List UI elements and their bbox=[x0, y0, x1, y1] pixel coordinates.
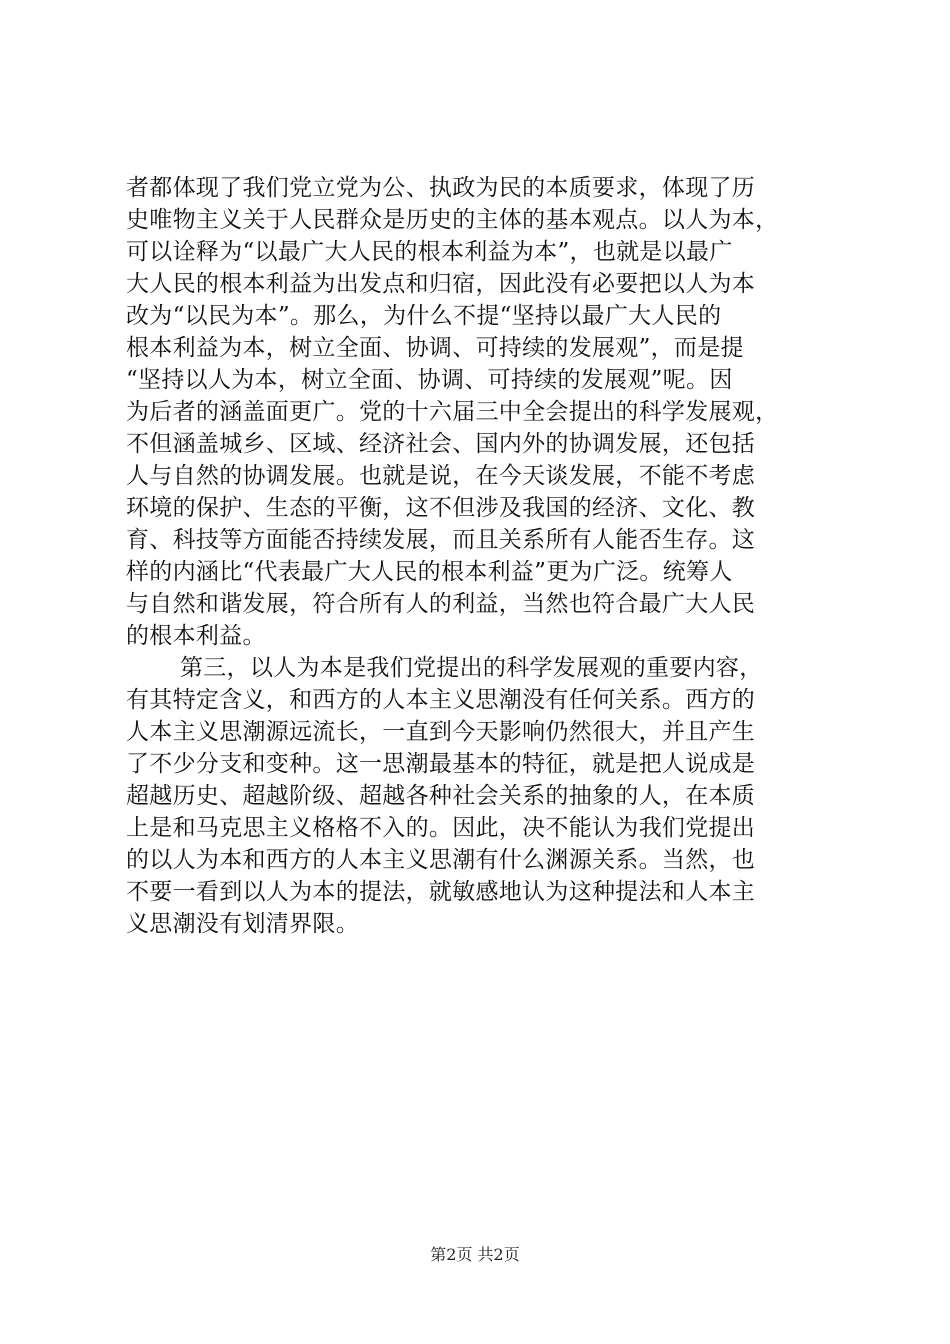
text-line: 与自然和谐发展，符合所有人的利益，当然也符合最广大人民 bbox=[126, 591, 756, 617]
text-line: 人本主义思潮源远流长，一直到今天影响仍然很大，并且产生 bbox=[126, 719, 756, 745]
text-line: 的以人为本和西方的人本主义思潮有什么渊源关系。当然，也 bbox=[126, 847, 756, 873]
page-number-footer: 第2页 共2页 bbox=[430, 1245, 520, 1264]
text-line: 不要一看到以人为本的提法，就敏感地认为这种提法和人本主 bbox=[126, 879, 756, 905]
text-line: 的根本利益。 bbox=[126, 623, 266, 649]
text-line: 史唯物主义关于人民群众是历史的主体的基本观点。以人为本， bbox=[126, 207, 779, 233]
text-line: 上是和马克思主义格格不入的。因此，决不能认为我们党提出 bbox=[126, 815, 756, 841]
text-line: 了不少分支和变种。这一思潮最基本的特征，就是把人说成是 bbox=[126, 751, 756, 777]
text-line: 样的内涵比“代表最广大人民的根本利益”更为广泛。统筹人 bbox=[126, 559, 733, 585]
text-line: 改为“以民为本”。那么，为什么不提“坚持以最广大人民的 bbox=[126, 303, 722, 329]
document-body bbox=[126, 172, 826, 940]
text-line: 者都体现了我们党立党为公、执政为民的本质要求，体现了历 bbox=[126, 175, 756, 201]
text-line: “坚持以人为本，树立全面、协调、可持续的发展观”呢。因 bbox=[126, 367, 733, 393]
text-line: 不但涵盖城乡、区域、经济社会、国内外的协调发展，还包括 bbox=[126, 431, 756, 457]
text-line: 环境的保护、生态的平衡，这不但涉及我国的经济、文化、教 bbox=[126, 495, 756, 521]
text-line: 有其特定含义，和西方的人本主义思潮没有任何关系。西方的 bbox=[126, 687, 756, 713]
text-line: 人与自然的协调发展。也就是说，在今天谈发展，不能不考虑 bbox=[126, 463, 756, 489]
text-line: 可以诠释为“以最广大人民的根本利益为本”，也就是以最广 bbox=[126, 239, 733, 265]
text-line: 义思潮没有划清界限。 bbox=[126, 911, 359, 937]
text-line: 育、科技等方面能否持续发展，而且关系所有人能否生存。这 bbox=[126, 527, 756, 553]
text-line: 为后者的涵盖面更广。党的十六届三中全会提出的科学发展观， bbox=[126, 399, 779, 425]
text-line: 超越历史、超越阶级、超越各种社会关系的抽象的人，在本质 bbox=[126, 783, 756, 809]
paragraph-first-line: 第三，以人为本是我们党提出的科学发展观的重要内容， bbox=[180, 655, 763, 681]
text-line: 根本利益为本，树立全面、协调、可持续的发展观”，而是提 bbox=[126, 335, 744, 361]
text-line: 大人民的根本利益为出发点和归宿，因此没有必要把以人为本 bbox=[126, 271, 756, 297]
